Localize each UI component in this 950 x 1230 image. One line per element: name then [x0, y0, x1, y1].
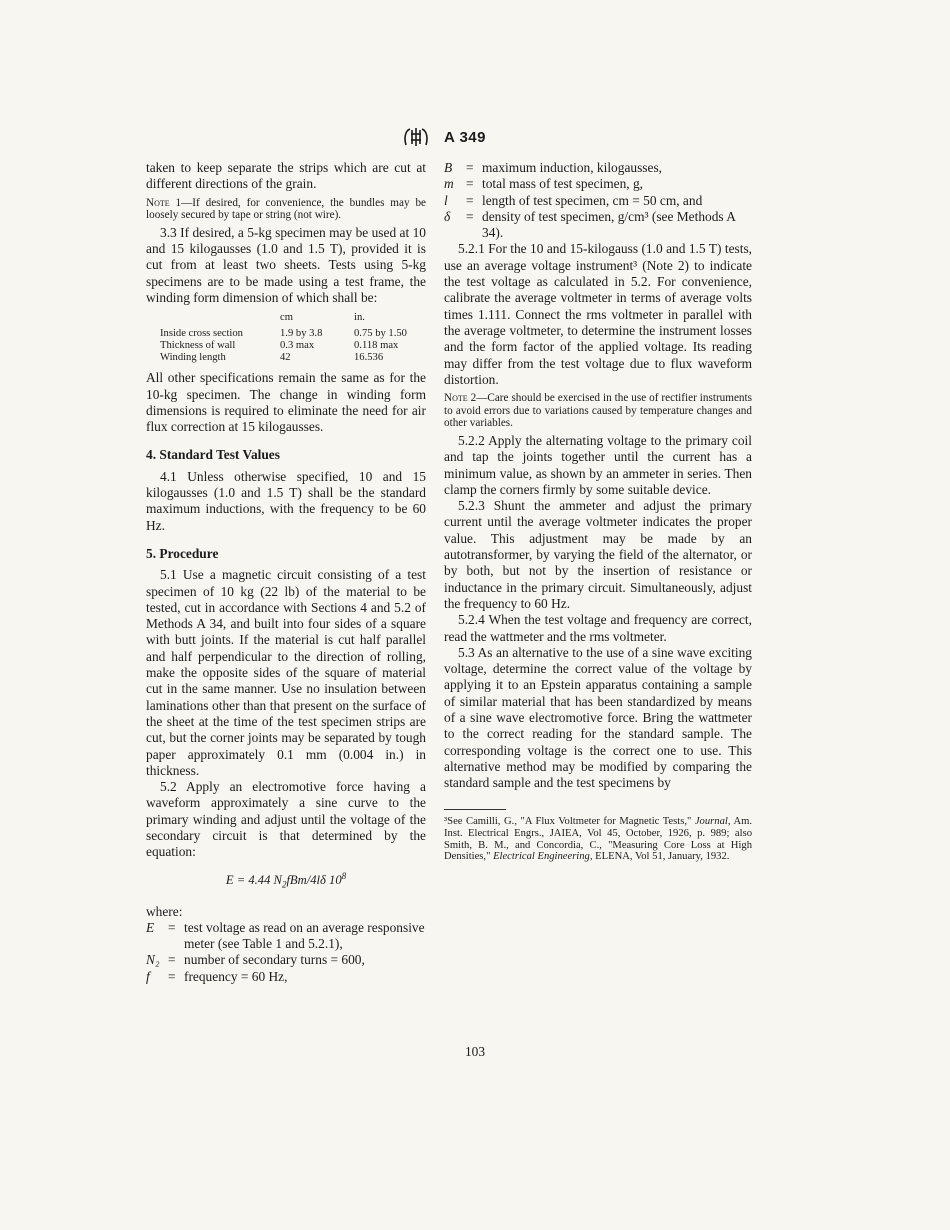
table-header-cell: in. [354, 312, 365, 324]
equals-sign: = [168, 952, 176, 968]
footnote-text: , ELENA, Vol 51, January, 1932. [589, 851, 730, 863]
note-2-text: —Care should be exercised in the use of rectifier instruments to avoid errors due to variations caused by temperature changes and other variables. [444, 392, 752, 430]
astm-logo-icon [403, 126, 429, 148]
table-cell: Winding length [160, 352, 226, 364]
table-cell: 42 [280, 352, 291, 364]
table-cell: 16.536 [354, 352, 384, 364]
variable-definition: density of test specimen, g/cm³ (see Methods A 34). [482, 208, 736, 241]
variable-definition: number of secondary turns = 600, [184, 952, 365, 968]
standard-designation: A 349 [444, 129, 486, 146]
variable-symbol: f [146, 968, 150, 984]
variable-definition: frequency = 60 Hz, [184, 968, 288, 984]
list-item [444, 209, 752, 242]
table-cell: Inside cross section [160, 328, 243, 340]
paragraph-other-specs: All other specifications remain the same as for the 10-kg specimen. The change in winding form dimensions is required to eliminate the need for air flux correction at 15 kilogausses. [146, 370, 426, 435]
where-label: where: [146, 903, 183, 919]
footnote-text: ³See Camilli, G., "A Flux Voltmeter for Magnetic Tests," [444, 816, 695, 828]
variable-definition: total mass of test specimen, g, [482, 176, 644, 192]
variable-definition: test voltage as read on an average responsive meter (see Table 1 and 5.2.1), [184, 919, 425, 952]
variable-symbol: l [444, 192, 448, 208]
voltage-equation [146, 868, 426, 893]
variable-list-continued [444, 160, 752, 241]
page-number: 103 [464, 1044, 486, 1059]
list-item [146, 952, 426, 968]
equation-rhs: fBm/4lδ 10 [286, 872, 342, 887]
paragraph-continued: taken to keep separate the strips which are cut at different directions of the grain. [146, 160, 426, 192]
footnote-journal: Journal [694, 816, 728, 828]
footnote-journal: Electrical Engineering [493, 851, 590, 863]
table-header-cell: cm [280, 312, 293, 324]
table-header-cell [160, 312, 280, 328]
section-4-1: 4.1 Unless otherwise specified, 10 and 15 kilogausses (1.0 and 1.5 T) shall be the standard maximum inductions, with the frequency to be 60 Hz. [146, 468, 426, 533]
table-cell: 1.9 by 3.8 [280, 328, 323, 340]
right-column [444, 160, 752, 863]
equals-sign: = [168, 919, 176, 935]
section-3-3: 3.3 If desired, a 5-kg specimen may be used at 10 and 15 kilogausses (1.0 and 1.5 T), provided it is cut from at least two sheets. Tests using 5-kg specimens are to be made using a test frame, the winding form dimension of which shall be: [146, 224, 426, 305]
left-column [146, 160, 426, 985]
equals-sign: = [466, 160, 474, 175]
note-1-text: —If desired, for convenience, the bundles may be loosely secured by tape or string (not wire). [146, 196, 426, 222]
equation-lhs: E = 4.44 N [225, 872, 282, 887]
list-item [146, 920, 426, 953]
note-2 [444, 392, 752, 430]
winding-form-dimensions-table [160, 312, 413, 364]
section-heading-4: 4. Standard Test Values [146, 447, 280, 463]
section-5-1: 5.1 Use a magnetic circuit consisting of a test specimen of 10 kg (22 lb) of the material to be tested, cut in accordance with Sections 4 and 5.2 of Methods A 34, and built into four sides of a square with butt joints. If the material is cut half parallel and half perpendicular to the direction of rolling, make the opposite sides of the square of material cut in the same manner. Use no insulation between laminations other than that present on the surface of the sheet at the time of the test specimen strips are cut, but the corner joints may be separated by tough paper approximately 0.1 mm (0.004 in.) in thickness. [146, 567, 426, 778]
variable-list [146, 920, 426, 985]
table-cell: Thickness of wall [160, 340, 236, 352]
page-header [0, 126, 950, 152]
table-cell: 0.118 max [354, 340, 399, 352]
section-5-2-1: 5.2.1 For the 10 and 15-kilogauss (1.0 and 1.5 T) tests, use an average voltage instrument³ (Note 2) to indicate the test voltage as calculated in 5.2. For convenience, calibrate the average voltmeter in terms of average volts times 1.111. Connect the rms voltmeter in parallel with the average voltmeter, to determine the instrument losses and the form factor of the applied voltage. Its reading may differ from the test voltage due to flux waveform distortion. [444, 241, 752, 387]
equals-sign: = [466, 192, 474, 208]
variable-symbol: B [444, 160, 453, 175]
section-5-2-2: 5.2.2 Apply the alternating voltage to the primary coil and tap the joints together until the current has a minimum value, as shown by an ammeter in series. Then clamp the corners firmly by some suitable device. [444, 432, 752, 497]
list-item [444, 160, 752, 176]
variable-definition: maximum induction, kilogausses, [482, 160, 663, 175]
section-5-3: 5.3 As an alternative to the use of a sine wave exciting voltage, determine the correct value of the voltage by applying it to an Epstein apparatus containing a sample of similar material that has been standardized by means of a sine wave electromotive force. Bring the wattmeter to the correct reading for the standard sample. The corresponding voltage is the correct one to use. This alternative method may be modified by comparing the standard sample and the test specimens by [444, 644, 752, 791]
table-row [160, 340, 413, 352]
note-1-label: Note 1 [146, 196, 182, 209]
list-item [146, 969, 426, 985]
equation-subscript: 2 [281, 879, 287, 890]
equation-superscript: 8 [341, 870, 347, 881]
table-cell: 0.75 by 1.50 [354, 328, 407, 340]
section-5-2-4: 5.2.4 When the test voltage and frequency are correct, read the wattmeter and the rms voltmeter. [444, 612, 752, 644]
variable-symbol: N₂ [146, 952, 160, 968]
note-1 [146, 197, 426, 222]
table-row [160, 352, 413, 364]
equals-sign: = [168, 968, 176, 984]
table-header-row [160, 312, 413, 328]
note-2-label: Note 2 [444, 392, 477, 405]
variable-symbol: m [444, 176, 454, 192]
variable-symbol: δ [444, 208, 451, 224]
section-5-2: 5.2 Apply an electromotive force having a waveform approximately a sine curve to the primary winding and adjust until the voltage of the secondary circuit is that determined by the equation: [146, 779, 426, 860]
equals-sign: = [466, 176, 474, 192]
list-item [444, 176, 752, 192]
table-row [160, 328, 413, 340]
variable-definition: length of test specimen, cm = 50 cm, and [482, 192, 703, 208]
footnote-text: , Am. Inst. Electrical Engrs., JAIEA, Vol 45, October, 1926, p. 989; also Smith, B. M., and Concordia, C., "Measuring Core Loss at High Densities," [444, 816, 752, 863]
footnote-3 [444, 816, 752, 862]
table-cell: 0.3 max [280, 340, 315, 352]
variable-symbol: E [146, 919, 155, 935]
footnote-divider [444, 809, 506, 810]
equals-sign: = [466, 208, 474, 224]
section-heading-5: 5. Procedure [146, 545, 219, 561]
section-5-2-3: 5.2.3 Shunt the ammeter and adjust the primary current until the average voltmeter indicates the proper value. This adjustment may be made by an autotransformer, by varying the field of the alternator, or by both, but not by the insertion of resistance or inductance in the primary circuit. Simultaneously, adjust the frequency to 60 Hz. [444, 498, 752, 611]
list-item [444, 193, 752, 209]
